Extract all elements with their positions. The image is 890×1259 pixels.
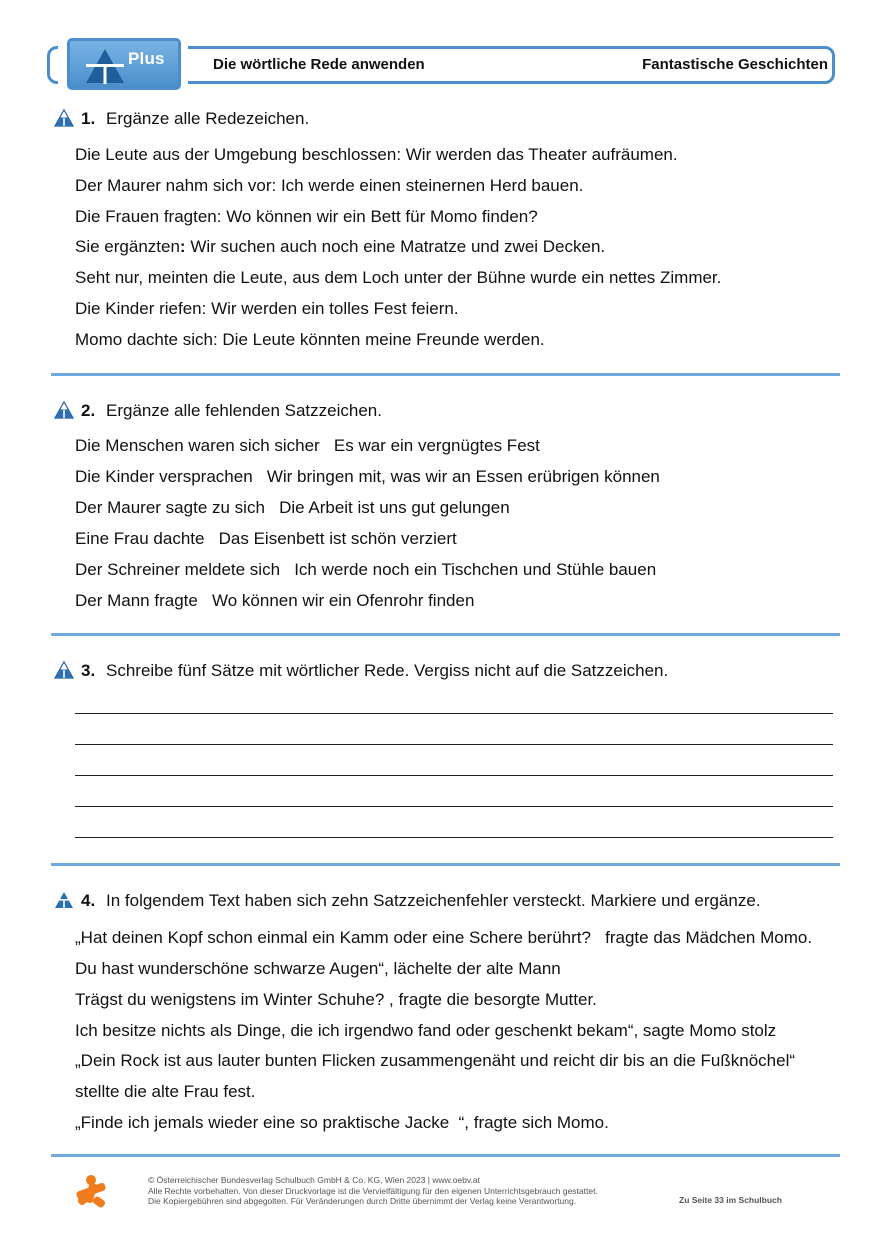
task-1-number: 1. (81, 109, 96, 128)
task-1-line: Die Kinder riefen: Wir werden ein tolles Fest feiern. (75, 299, 459, 318)
topic-title: Fantastische Geschichten (642, 56, 828, 73)
answer-line[interactable] (75, 744, 833, 745)
section-divider (51, 863, 840, 866)
task-4-line: Du hast wunderschöne schwarze Augen“, lächelte der alte Mann (75, 959, 561, 978)
task-2-line: Die Kinder versprachen Wir bringen mit, was wir an Essen erübrigen können (75, 467, 660, 486)
page-reference: Zu Seite 33 im Schulbuch (679, 1195, 782, 1205)
copyright-notice (148, 1175, 598, 1207)
line-prefix: Sie ergänzten (75, 237, 180, 256)
task-1-line: Die Leute aus der Umgebung beschlossen: Wir werden das Theater aufräumen. (75, 145, 678, 164)
task-2-line: Der Maurer sagte zu sich Die Arbeit ist uns gut gelungen (75, 498, 510, 517)
copyright-line: Alle Rechte vorbehalten. Von dieser Druckvorlage ist die Vervielfältigung für den eigenen Unterrichtsgebrauch gestattet. (148, 1185, 598, 1196)
task-1-instruction: Ergänze alle Redezeichen. (106, 109, 310, 128)
task-4-instruction: In folgendem Text haben sich zehn Satzzeichenfehler versteckt. Markiere und ergänze. (106, 891, 761, 910)
task-2-line: Der Mann fragte Wo können wir ein Ofenrohr finden (75, 591, 475, 610)
pyramid-icon (84, 47, 126, 85)
copyright-line: © Österreichischer Bundesverlag Schulbuch GmbH & Co. KG, Wien 2023 | www.oebv.at (148, 1175, 480, 1185)
task-4-line: „Finde ich jemals wieder eine so praktische Jacke “, fragte sich Momo. (75, 1113, 609, 1132)
level-pyramid-icon (54, 401, 74, 419)
publisher-logo-icon (73, 1174, 109, 1210)
task-1-line: Die Frauen fragten: Wo können wir ein Bett für Momo finden? (75, 207, 538, 226)
level-pyramid-icon (54, 891, 74, 909)
plus-logo (67, 38, 181, 90)
answer-line[interactable] (75, 806, 833, 807)
task-1-line: Seht nur, meinten die Leute, aus dem Loch unter der Bühne wurde ein nettes Zimmer. (75, 268, 722, 287)
task-4-line: „Hat deinen Kopf schon einmal ein Kamm oder eine Schere berührt? fragte das Mädchen Momo. (75, 928, 813, 947)
task-2-line: Die Menschen waren sich sicher Es war ein vergnügtes Fest (75, 436, 540, 455)
level-pyramid-icon (54, 661, 74, 679)
task-1-line (75, 237, 605, 257)
task-2-line: Der Schreiner meldete sich Ich werde noch ein Tischchen und Stühle bauen (75, 560, 657, 579)
answer-line[interactable] (75, 837, 833, 838)
task-2-instruction: Ergänze alle fehlenden Satzzeichen. (106, 401, 382, 420)
copyright-line: Die Kopiergebühren sind abgegolten. Für Veränderungen durch Dritte übernimmt der Verlag keine Verantwortung. (148, 1196, 577, 1206)
level-pyramid-icon (54, 109, 74, 127)
task-1-line: Momo dachte sich: Die Leute könnten meine Freunde werden. (75, 330, 545, 349)
section-divider (51, 633, 840, 636)
bold-colon: : (179, 237, 186, 256)
section-divider (51, 1154, 840, 1157)
task-4-line: „Dein Rock ist aus lauter bunten Flicken zusammengenäht und reicht dir bis an die Fußknöchel“ (75, 1051, 796, 1070)
task-4-line: Trägst du wenigstens im Winter Schuhe? , fragte die besorgte Mutter. (75, 990, 597, 1009)
task-4-line: stellte die alte Frau fest. (75, 1082, 256, 1101)
task-2-line: Eine Frau dachte Das Eisenbett ist schön verziert (75, 529, 457, 548)
line-rest: Wir suchen auch noch eine Matratze und zwei Decken. (190, 237, 606, 256)
answer-line[interactable] (75, 775, 833, 776)
task-3-instruction: Schreibe fünf Sätze mit wörtlicher Rede. Vergiss nicht auf die Satzzeichen. (106, 661, 669, 680)
task-3-number: 3. (81, 661, 96, 680)
task-2-number: 2. (81, 401, 96, 420)
worksheet-title: Die wörtliche Rede anwenden (213, 56, 425, 73)
task-4-line: Ich besitze nichts als Dinge, die ich irgendwo fand oder geschenkt bekam“, sagte Momo stolz (75, 1021, 777, 1040)
logo-text: Plus (128, 49, 165, 68)
section-divider (51, 373, 840, 376)
answer-line[interactable] (75, 713, 833, 714)
task-1-line: Der Maurer nahm sich vor: Ich werde einen steinernen Herd bauen. (75, 176, 584, 195)
task-4-number: 4. (81, 891, 96, 910)
